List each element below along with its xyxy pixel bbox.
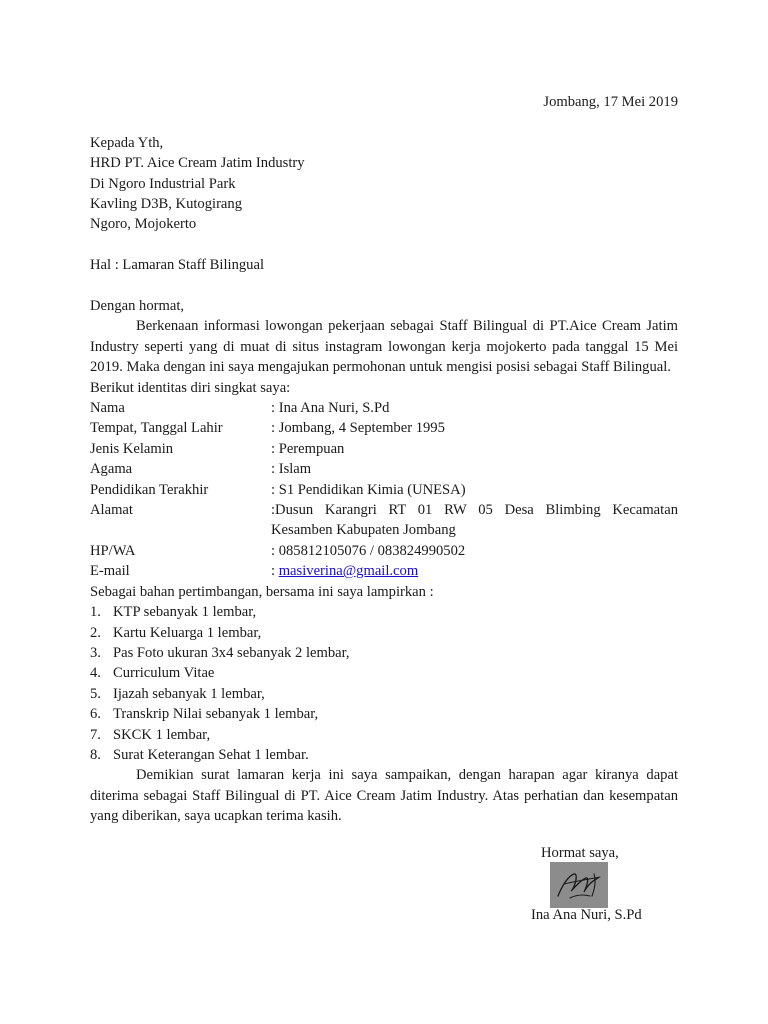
closing-paragraph: Demikian surat lamaran kerja ini saya sampaikan, dengan harapan agar kiranya dapat diterima sebagai Staff Bilingual di PT. Aice Cream Jatim Industry. Atas perhatian dan kesempatan yang diberikan, saya ucapkan terima kasih. <box>90 767 678 825</box>
list-number: 8. <box>90 746 101 763</box>
signer-name: Ina Ana Nuri, S.Pd <box>531 907 642 923</box>
identity-row-phone <box>90 541 678 561</box>
list-text: KTP sebanyak 1 lembar, <box>113 604 257 621</box>
identity-row-education <box>90 480 678 500</box>
identity-value: : 085812105076 / 083824990502 <box>271 542 466 559</box>
list-number: 6. <box>90 706 101 723</box>
attachments-list <box>90 602 678 765</box>
list-number: 3. <box>90 644 101 661</box>
identity-row-name <box>90 398 678 418</box>
list-text: Transkrip Nilai sebanyak 1 lembar, <box>113 706 319 723</box>
list-item <box>90 725 678 745</box>
list-number: 4. <box>90 665 101 682</box>
recipient-line: Di Ngoro Industrial Park <box>90 175 236 192</box>
list-text: Pas Foto ukuran 3x4 sebanyak 2 lembar, <box>113 644 350 661</box>
identity-value: : Islam <box>271 461 312 478</box>
identity-label: E-mail <box>90 563 130 580</box>
list-item <box>90 704 678 724</box>
identity-table <box>90 398 678 582</box>
list-item <box>90 623 678 643</box>
list-item <box>90 663 678 683</box>
list-text: Ijazah sebanyak 1 lembar, <box>113 685 265 702</box>
closing-greeting: Hormat saya, <box>541 845 619 861</box>
list-item <box>90 643 678 663</box>
address-line-1: :Dusun Karangri RT 01 RW 05 Desa Blimbing Kecamatan <box>271 502 678 519</box>
subject-line: Hal : Lamaran Staff Bilingual <box>90 257 264 274</box>
identity-label: Alamat <box>90 502 133 519</box>
identity-row-gender <box>90 439 678 459</box>
recipient-line: HRD PT. Aice Cream Jatim Industry <box>90 155 305 172</box>
identity-label: Pendidikan Terakhir <box>90 481 209 498</box>
identity-label: HP/WA <box>90 542 136 559</box>
identity-row-religion <box>90 459 678 479</box>
identity-row-email <box>90 561 678 581</box>
identity-value: : Ina Ana Nuri, S.Pd <box>271 400 390 417</box>
email-link[interactable]: masiverina@gmail.com <box>278 563 419 580</box>
identity-row-birth <box>90 418 678 438</box>
identity-label: Tempat, Tanggal Lahir <box>90 420 223 437</box>
identity-value: : Perempuan <box>271 440 345 457</box>
list-item <box>90 684 678 704</box>
place-date: Jombang, 17 Mei 2019 <box>543 94 678 110</box>
identity-value: : S1 Pendidikan Kimia (UNESA) <box>271 481 466 498</box>
list-item <box>90 745 678 765</box>
identity-value: : Jombang, 4 September 1995 <box>271 420 445 437</box>
recipient-line: Ngoro, Mojokerto <box>90 216 197 233</box>
list-number: 7. <box>90 726 101 743</box>
list-item <box>90 602 678 622</box>
list-text: Curriculum Vitae <box>113 665 215 682</box>
identity-label: Jenis Kelamin <box>90 440 174 457</box>
signature-image <box>550 862 608 908</box>
list-number: 2. <box>90 624 101 641</box>
list-number: 5. <box>90 685 101 702</box>
list-number: 1. <box>90 604 101 621</box>
recipient-block <box>90 133 678 235</box>
attachments-intro: Sebagai bahan pertimbangan, bersama ini saya lampirkan : <box>90 583 434 600</box>
signature-icon <box>550 862 608 908</box>
address-line-2: Kesamben Kabupaten Jombang <box>271 522 456 539</box>
identity-value-address <box>271 500 678 541</box>
identity-row-address <box>90 500 678 541</box>
identity-label: Agama <box>90 461 133 478</box>
opening-paragraph: Berkenaan informasi lowongan pekerjaan sebagai Staff Bilingual di PT.Aice Cream Jatim Industry seperti yang di muat di situs instagram lowongan kerja mojokerto pada tanggal 15 Mei 2019. Maka dengan ini saya mengajukan permohonan untuk mengisi posisi sebagai Staff Bilingual. <box>90 318 678 376</box>
identity-intro: Berikut identitas diri singkat saya: <box>90 379 291 396</box>
list-text: Surat Keterangan Sehat 1 lembar. <box>113 746 309 763</box>
letter-body <box>90 92 678 827</box>
list-text: Kartu Keluarga 1 lembar, <box>113 624 262 641</box>
recipient-line: Kavling D3B, Kutogirang <box>90 196 243 213</box>
salutation: Dengan hormat, <box>90 298 185 315</box>
identity-label: Nama <box>90 400 125 417</box>
email-prefix: : <box>271 563 279 580</box>
identity-value-email <box>271 561 678 581</box>
list-text: SKCK 1 lembar, <box>113 726 211 743</box>
recipient-line: Kepada Yth, <box>90 134 164 151</box>
